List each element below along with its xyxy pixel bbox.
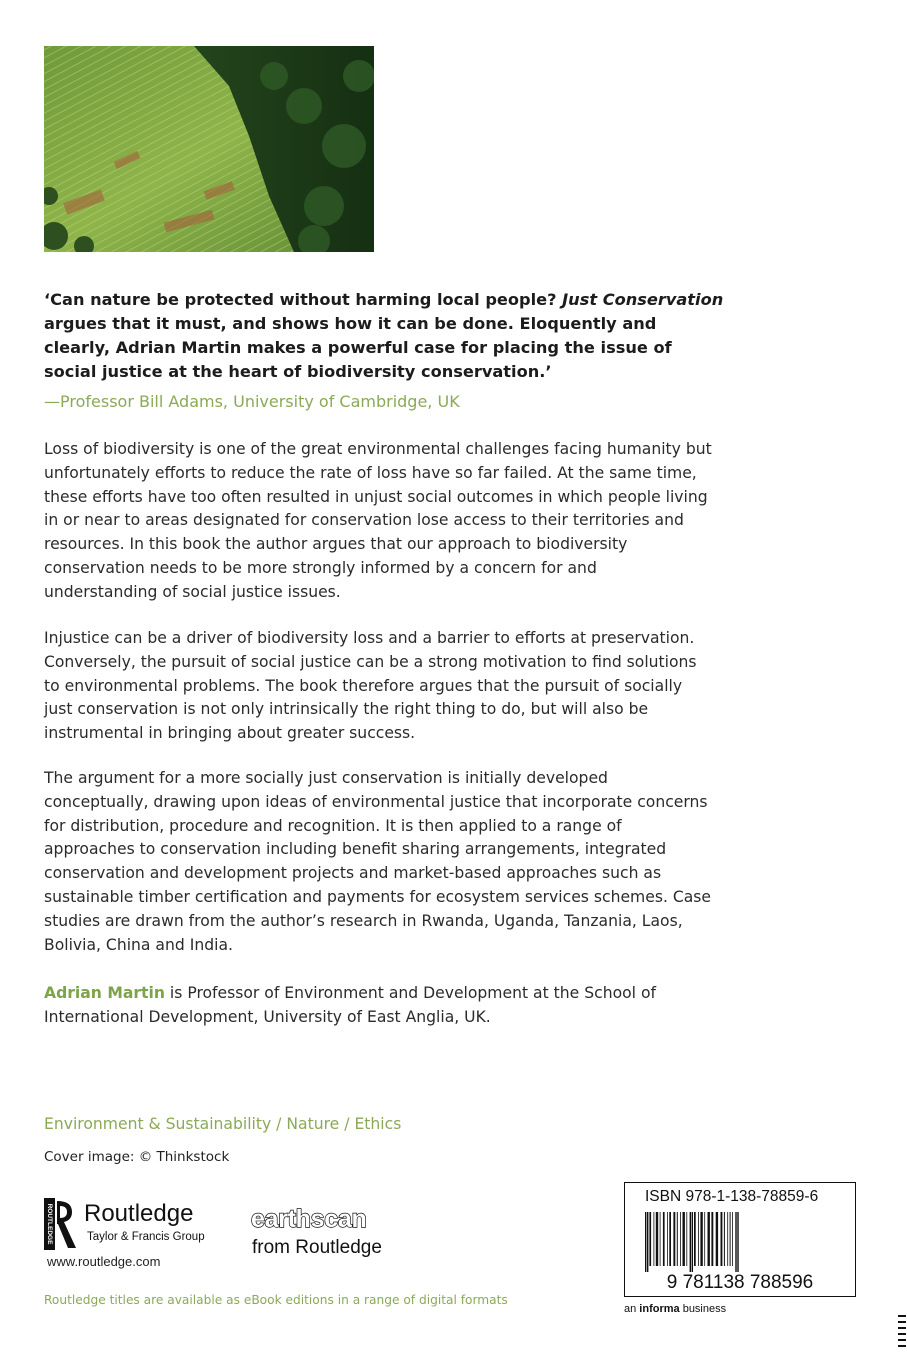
barcode-bar [673,1212,675,1266]
informa-prefix: an [624,1303,640,1315]
publisher-website: www.routledge.com [47,1254,161,1269]
barcode-guard-bar [692,1212,693,1272]
quote-text-1: ‘Can nature be protected without harming local people? [44,290,563,309]
routledge-group: Taylor & Francis Group [87,1231,205,1243]
informa-brand: informa [639,1303,680,1315]
barcode-bar [716,1212,718,1266]
isbn-label: ISBN 978-1-138-78859-6 [645,1188,819,1205]
routledge-name: Routledge [84,1200,194,1227]
barcode-guard-bar [690,1212,691,1272]
routledge-logo [44,1198,254,1254]
author-bio [44,982,712,1030]
barcode-bar [700,1212,702,1266]
barcode-bar [704,1212,705,1266]
earthscan-wordmark: earthscan [251,1205,367,1233]
terraced-hillside-image [44,46,374,252]
isbn-barcode-box [624,1182,856,1297]
author-name: Adrian Martin [44,984,165,1002]
endorsement-quote [44,288,724,384]
quote-book-title: Just Conservation [562,290,724,309]
subject-categories: Environment & Sustainability / Nature / Ethics [44,1115,402,1133]
barcode-bar [724,1212,725,1266]
barcode-digits: 9 781138 788596 [666,1272,814,1292]
barcode-guard-bar [647,1212,648,1272]
barcode-bar [694,1212,696,1266]
routledge-r-icon [44,1198,78,1250]
barcode-bar [727,1212,728,1266]
barcode-bar [732,1212,733,1266]
barcode-bar [711,1212,713,1266]
informa-suffix: business [679,1303,727,1315]
ebook-note: Routledge titles are available as eBook editions in a range of digital formats [44,1293,508,1307]
barcode-bar [686,1212,687,1266]
barcode-bar [669,1212,671,1266]
barcode-bar [660,1212,661,1266]
quote-text-2: argues that it must, and shows how it can be done. Eloquently and clearly, Adrian Martin makes a powerful case for placing the issue of social justice at the heart of biodiversity conservation.’ [44,314,672,381]
barcode-bar [698,1212,699,1266]
barcode-bar [680,1212,681,1266]
earthscan-from-routledge: from Routledge [252,1237,382,1258]
barcode-bar [667,1212,668,1266]
quote-attribution: —Professor Bill Adams, University of Cambridge, UK [44,392,460,411]
description-paragraph-2: Injustice can be a driver of biodiversity loss and a barrier to efforts at preservation. Conversely, the pursuit of social justice can be a strong motivation to find solutions to environmental problems. The book therefore argues that the pursuit of socially just conservation is not only intrinsically the right thing to do, but will also be instrumental in bringing about greater success. [44,629,697,743]
routledge-vertical-text: ROUTLEDGE [45,1203,53,1245]
barcode-bar [721,1212,723,1266]
cover-image-credit: Cover image: © Thinkstock [44,1149,230,1165]
barcode-bar [656,1212,658,1266]
barcode-icon [631,1212,849,1292]
barcode-guard-bar [645,1212,646,1272]
barcode-guard-bar [735,1212,736,1272]
crop-marks [896,1312,907,1360]
barcode-guard-bar [737,1212,738,1272]
barcode-bar [730,1212,731,1266]
description-paragraph-1: Loss of biodiversity is one of the great environmental challenges facing humanity but unfortunately efforts to reduce the rate of loss have so far failed. At the same time, these efforts have too often resulted in unjust social outcomes in which people living in or near to areas designated for conservation lose access to their territories and resources. In this book the author argues that our approach to biodiversity conservation needs to be more strongly informed by a concern for and understanding of social justice issues. [44,440,712,601]
barcode-bar [708,1212,710,1266]
description-paragraph-3: The argument for a more socially just conservation is initially developed conceptually, drawing upon ideas of environmental justice that incorporate concerns for distribution, procedure and recognition. It is then applied to a range of approaches to conservation including benefit sharing arrangements, integrated conservation and development projects and market-based approaches such as sustainable timber certification and payments for ecosystem services schemes. Case studies are drawn from the author’s research in Rwanda, Uganda, Tanzania, Laos, Bolivia, China and India. [44,769,712,954]
barcode-bar [677,1212,678,1266]
barcode-bar [649,1212,651,1266]
earthscan-logo [251,1206,421,1266]
barcode-bar [683,1212,685,1266]
informa-business-tag [624,1303,726,1315]
barcode-bar [663,1212,665,1266]
barcode-bar [654,1212,655,1266]
author-bio-text: is Professor of Environment and Development at the School of International Development, University of East Anglia, UK. [44,984,656,1026]
